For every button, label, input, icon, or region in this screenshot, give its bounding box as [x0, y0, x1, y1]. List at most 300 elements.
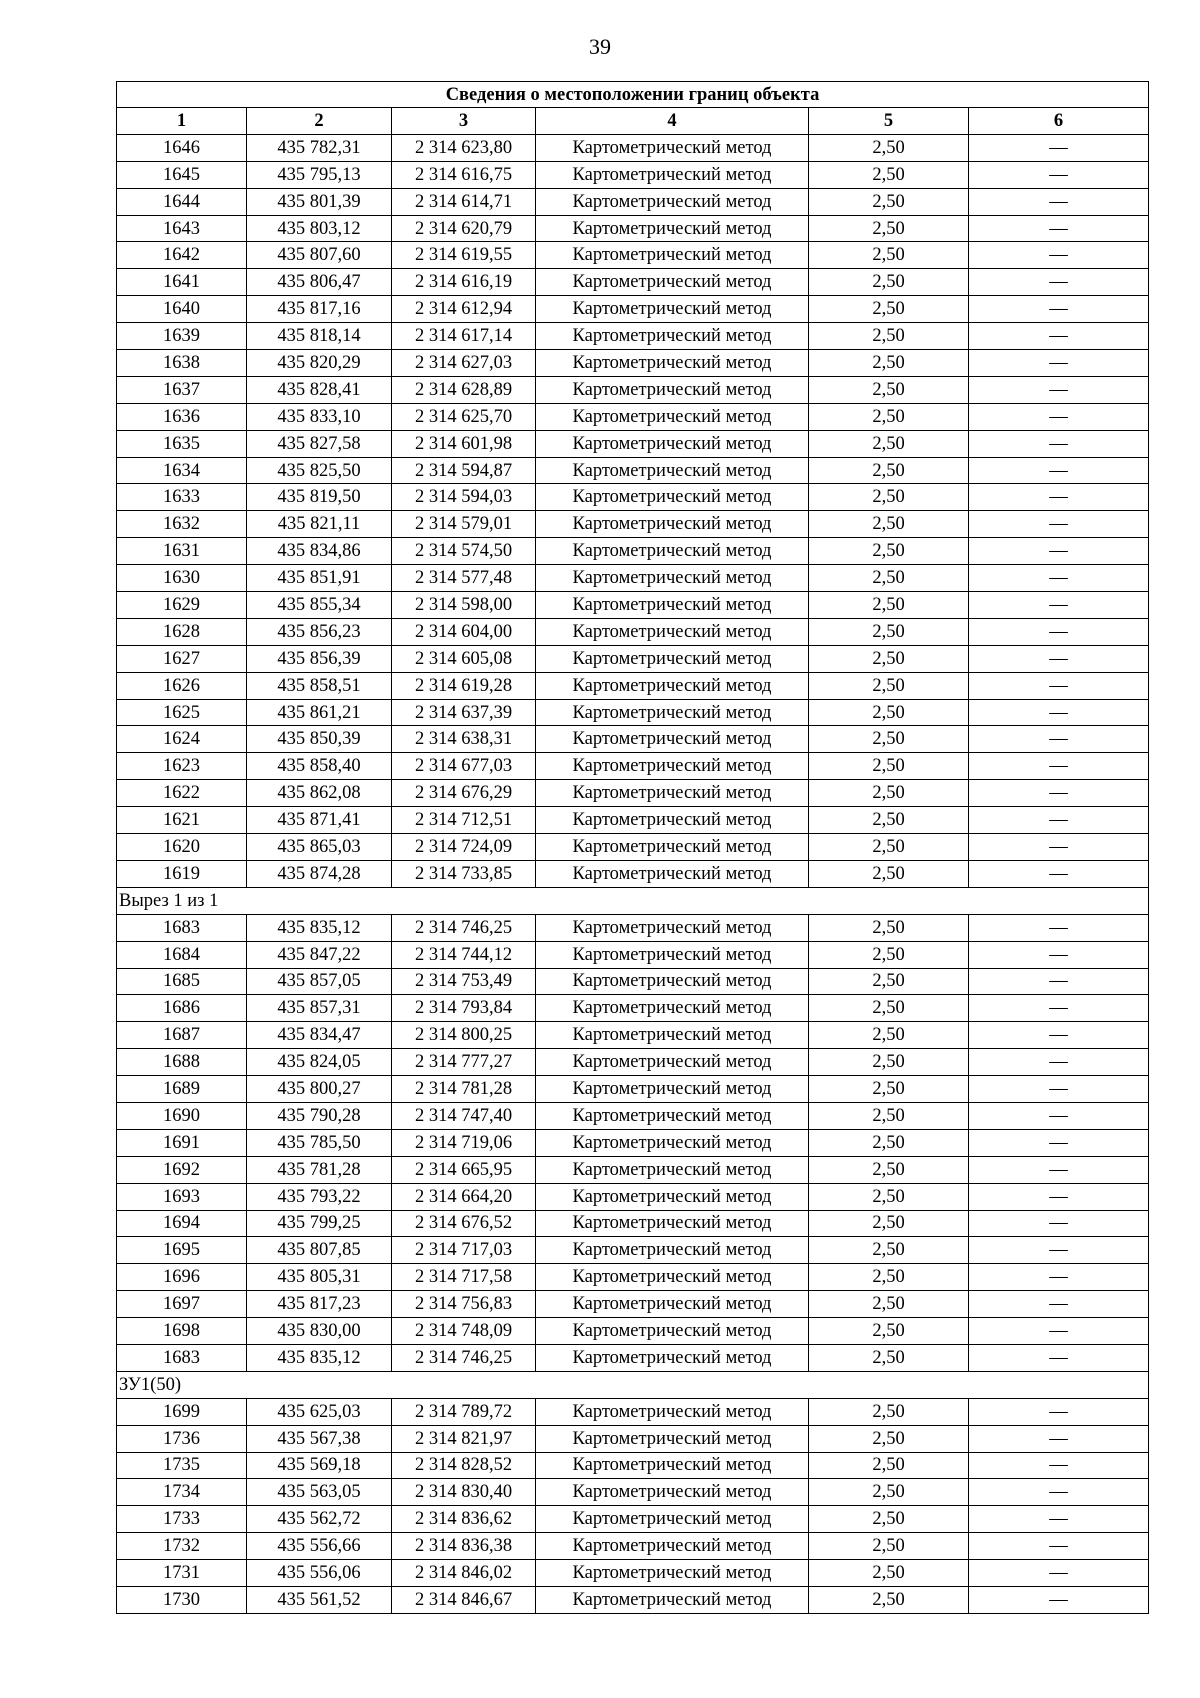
- table-row: [117, 457, 1149, 484]
- table-row: [117, 511, 1149, 538]
- point-number-cell: 1641: [117, 269, 247, 296]
- point-number-cell: 1642: [117, 242, 247, 269]
- column-header: 2: [247, 108, 392, 135]
- table-row: [117, 296, 1149, 323]
- accuracy-cell: 2,50: [809, 968, 969, 995]
- method-cell: Картометрический метод: [536, 242, 809, 269]
- x-coordinate-cell: 435 799,25: [247, 1210, 392, 1237]
- point-number-cell: 1687: [117, 1022, 247, 1049]
- description-cell: —: [969, 968, 1149, 995]
- x-coordinate-cell: 435 850,39: [247, 726, 392, 753]
- point-number-cell: 1646: [117, 134, 247, 161]
- y-coordinate-cell: 2 314 676,29: [392, 780, 536, 807]
- method-cell: Картометрический метод: [536, 860, 809, 887]
- y-coordinate-cell: 2 314 719,06: [392, 1129, 536, 1156]
- method-cell: Картометрический метод: [536, 484, 809, 511]
- table-row: [117, 645, 1149, 672]
- table-row: [117, 1156, 1149, 1183]
- point-number-cell: 1684: [117, 941, 247, 968]
- x-coordinate-cell: 435 806,47: [247, 269, 392, 296]
- description-cell: —: [969, 538, 1149, 565]
- method-cell: Картометрический метод: [536, 941, 809, 968]
- table-row: [117, 1586, 1149, 1613]
- point-number-cell: 1698: [117, 1318, 247, 1345]
- method-cell: Картометрический метод: [536, 1479, 809, 1506]
- description-cell: —: [969, 269, 1149, 296]
- page-number: 39: [589, 34, 611, 59]
- x-coordinate-cell: 435 805,31: [247, 1264, 392, 1291]
- x-coordinate-cell: 435 834,86: [247, 538, 392, 565]
- x-coordinate-cell: 435 625,03: [247, 1398, 392, 1425]
- point-number-cell: 1633: [117, 484, 247, 511]
- table-row: [117, 860, 1149, 887]
- accuracy-cell: 2,50: [809, 1291, 969, 1318]
- table-row: [117, 538, 1149, 565]
- point-number-cell: 1627: [117, 645, 247, 672]
- x-coordinate-cell: 435 833,10: [247, 403, 392, 430]
- method-cell: Картометрический метод: [536, 753, 809, 780]
- method-cell: Картометрический метод: [536, 1264, 809, 1291]
- point-number-cell: 1637: [117, 376, 247, 403]
- x-coordinate-cell: 435 807,85: [247, 1237, 392, 1264]
- x-coordinate-cell: 435 556,06: [247, 1560, 392, 1587]
- method-cell: Картометрический метод: [536, 834, 809, 861]
- description-cell: —: [969, 376, 1149, 403]
- accuracy-cell: 2,50: [809, 834, 969, 861]
- method-cell: Картометрический метод: [536, 1156, 809, 1183]
- x-coordinate-cell: 435 800,27: [247, 1076, 392, 1103]
- accuracy-cell: 2,50: [809, 1183, 969, 1210]
- point-number-cell: 1736: [117, 1425, 247, 1452]
- method-cell: Картометрический метод: [536, 1022, 809, 1049]
- point-number-cell: 1625: [117, 699, 247, 726]
- method-cell: Картометрический метод: [536, 1533, 809, 1560]
- accuracy-cell: 2,50: [809, 430, 969, 457]
- y-coordinate-cell: 2 314 594,03: [392, 484, 536, 511]
- description-cell: —: [969, 1425, 1149, 1452]
- accuracy-cell: 2,50: [809, 645, 969, 672]
- description-cell: —: [969, 1318, 1149, 1345]
- y-coordinate-cell: 2 314 616,75: [392, 161, 536, 188]
- table-row: [117, 134, 1149, 161]
- table-row: [117, 403, 1149, 430]
- x-coordinate-cell: 435 824,05: [247, 1049, 392, 1076]
- description-cell: —: [969, 941, 1149, 968]
- x-coordinate-cell: 435 782,31: [247, 134, 392, 161]
- accuracy-cell: 2,50: [809, 1344, 969, 1371]
- method-cell: Картометрический метод: [536, 1318, 809, 1345]
- description-cell: —: [969, 242, 1149, 269]
- point-number-cell: 1694: [117, 1210, 247, 1237]
- y-coordinate-cell: 2 314 676,52: [392, 1210, 536, 1237]
- point-number-cell: 1634: [117, 457, 247, 484]
- method-cell: Картометрический метод: [536, 968, 809, 995]
- description-cell: —: [969, 215, 1149, 242]
- y-coordinate-cell: 2 314 665,95: [392, 1156, 536, 1183]
- description-cell: —: [969, 1049, 1149, 1076]
- x-coordinate-cell: 435 819,50: [247, 484, 392, 511]
- point-number-cell: 1638: [117, 350, 247, 377]
- method-cell: Картометрический метод: [536, 1452, 809, 1479]
- description-cell: —: [969, 672, 1149, 699]
- table-row: [117, 1291, 1149, 1318]
- description-cell: —: [969, 1398, 1149, 1425]
- point-number-cell: 1619: [117, 860, 247, 887]
- accuracy-cell: 2,50: [809, 565, 969, 592]
- point-number-cell: 1688: [117, 1049, 247, 1076]
- accuracy-cell: 2,50: [809, 1560, 969, 1587]
- table-row: [117, 484, 1149, 511]
- accuracy-cell: 2,50: [809, 1129, 969, 1156]
- description-cell: —: [969, 457, 1149, 484]
- point-number-cell: 1628: [117, 618, 247, 645]
- description-cell: —: [969, 726, 1149, 753]
- point-number-cell: 1643: [117, 215, 247, 242]
- table-title: Сведения о местоположении границ объекта: [117, 82, 1149, 108]
- accuracy-cell: 2,50: [809, 1425, 969, 1452]
- method-cell: Картометрический метод: [536, 1237, 809, 1264]
- y-coordinate-cell: 2 314 717,58: [392, 1264, 536, 1291]
- accuracy-cell: 2,50: [809, 242, 969, 269]
- x-coordinate-cell: 435 567,38: [247, 1425, 392, 1452]
- point-number-cell: 1621: [117, 807, 247, 834]
- description-cell: —: [969, 430, 1149, 457]
- point-number-cell: 1735: [117, 1452, 247, 1479]
- x-coordinate-cell: 435 790,28: [247, 1102, 392, 1129]
- point-number-cell: 1730: [117, 1586, 247, 1613]
- y-coordinate-cell: 2 314 746,25: [392, 1344, 536, 1371]
- description-cell: —: [969, 860, 1149, 887]
- method-cell: Картометрический метод: [536, 1425, 809, 1452]
- table-row: [117, 188, 1149, 215]
- y-coordinate-cell: 2 314 744,12: [392, 941, 536, 968]
- y-coordinate-cell: 2 314 619,28: [392, 672, 536, 699]
- description-cell: —: [969, 1533, 1149, 1560]
- x-coordinate-cell: 435 871,41: [247, 807, 392, 834]
- accuracy-cell: 2,50: [809, 323, 969, 350]
- table-row: [117, 1210, 1149, 1237]
- y-coordinate-cell: 2 314 747,40: [392, 1102, 536, 1129]
- description-cell: —: [969, 1210, 1149, 1237]
- point-number-cell: 1686: [117, 995, 247, 1022]
- y-coordinate-cell: 2 314 623,80: [392, 134, 536, 161]
- method-cell: Картометрический метод: [536, 269, 809, 296]
- y-coordinate-cell: 2 314 619,55: [392, 242, 536, 269]
- accuracy-cell: 2,50: [809, 672, 969, 699]
- accuracy-cell: 2,50: [809, 1237, 969, 1264]
- accuracy-cell: 2,50: [809, 807, 969, 834]
- point-number-cell: 1630: [117, 565, 247, 592]
- description-cell: —: [969, 780, 1149, 807]
- section-label: Вырез 1 из 1: [117, 887, 1149, 914]
- point-number-cell: 1696: [117, 1264, 247, 1291]
- accuracy-cell: 2,50: [809, 188, 969, 215]
- method-cell: Картометрический метод: [536, 995, 809, 1022]
- y-coordinate-cell: 2 314 637,39: [392, 699, 536, 726]
- y-coordinate-cell: 2 314 579,01: [392, 511, 536, 538]
- description-cell: —: [969, 296, 1149, 323]
- description-cell: —: [969, 1560, 1149, 1587]
- y-coordinate-cell: 2 314 614,71: [392, 188, 536, 215]
- table-row: [117, 242, 1149, 269]
- y-coordinate-cell: 2 314 793,84: [392, 995, 536, 1022]
- table-row: [117, 376, 1149, 403]
- x-coordinate-cell: 435 827,58: [247, 430, 392, 457]
- table-row: [117, 1452, 1149, 1479]
- description-cell: —: [969, 1344, 1149, 1371]
- point-number-cell: 1622: [117, 780, 247, 807]
- table-row: [117, 323, 1149, 350]
- accuracy-cell: 2,50: [809, 1076, 969, 1103]
- table-row: [117, 1425, 1149, 1452]
- y-coordinate-cell: 2 314 601,98: [392, 430, 536, 457]
- table-row: [117, 1506, 1149, 1533]
- accuracy-cell: 2,50: [809, 726, 969, 753]
- y-coordinate-cell: 2 314 712,51: [392, 807, 536, 834]
- accuracy-cell: 2,50: [809, 914, 969, 941]
- method-cell: Картометрический метод: [536, 699, 809, 726]
- table-row: [117, 215, 1149, 242]
- y-coordinate-cell: 2 314 620,79: [392, 215, 536, 242]
- table-row: [117, 1398, 1149, 1425]
- point-number-cell: 1645: [117, 161, 247, 188]
- accuracy-cell: 2,50: [809, 215, 969, 242]
- description-cell: —: [969, 565, 1149, 592]
- method-cell: Картометрический метод: [536, 376, 809, 403]
- accuracy-cell: 2,50: [809, 350, 969, 377]
- x-coordinate-cell: 435 830,00: [247, 1318, 392, 1345]
- x-coordinate-cell: 435 569,18: [247, 1452, 392, 1479]
- x-coordinate-cell: 435 817,16: [247, 296, 392, 323]
- table-row: [117, 1264, 1149, 1291]
- y-coordinate-cell: 2 314 846,02: [392, 1560, 536, 1587]
- section-label: ЗУ1(50): [117, 1371, 1149, 1398]
- method-cell: Картометрический метод: [536, 565, 809, 592]
- accuracy-cell: 2,50: [809, 592, 969, 619]
- y-coordinate-cell: 2 314 846,67: [392, 1586, 536, 1613]
- description-cell: —: [969, 403, 1149, 430]
- accuracy-cell: 2,50: [809, 457, 969, 484]
- accuracy-cell: 2,50: [809, 699, 969, 726]
- point-number-cell: 1685: [117, 968, 247, 995]
- point-number-cell: 1632: [117, 511, 247, 538]
- point-number-cell: 1629: [117, 592, 247, 619]
- table-row: [117, 592, 1149, 619]
- x-coordinate-cell: 435 817,23: [247, 1291, 392, 1318]
- y-coordinate-cell: 2 314 789,72: [392, 1398, 536, 1425]
- accuracy-cell: 2,50: [809, 511, 969, 538]
- x-coordinate-cell: 435 828,41: [247, 376, 392, 403]
- description-cell: —: [969, 134, 1149, 161]
- table-row: [117, 807, 1149, 834]
- y-coordinate-cell: 2 314 627,03: [392, 350, 536, 377]
- accuracy-cell: 2,50: [809, 860, 969, 887]
- description-cell: —: [969, 834, 1149, 861]
- y-coordinate-cell: 2 314 574,50: [392, 538, 536, 565]
- method-cell: Картометрический метод: [536, 350, 809, 377]
- accuracy-cell: 2,50: [809, 1102, 969, 1129]
- accuracy-cell: 2,50: [809, 1452, 969, 1479]
- accuracy-cell: 2,50: [809, 296, 969, 323]
- y-coordinate-cell: 2 314 577,48: [392, 565, 536, 592]
- method-cell: Картометрический метод: [536, 538, 809, 565]
- point-number-cell: 1699: [117, 1398, 247, 1425]
- description-cell: —: [969, 188, 1149, 215]
- x-coordinate-cell: 435 793,22: [247, 1183, 392, 1210]
- x-coordinate-cell: 435 803,12: [247, 215, 392, 242]
- accuracy-cell: 2,50: [809, 1533, 969, 1560]
- table-row: [117, 834, 1149, 861]
- method-cell: Картометрический метод: [536, 161, 809, 188]
- y-coordinate-cell: 2 314 748,09: [392, 1318, 536, 1345]
- column-header: 3: [392, 108, 536, 135]
- method-cell: Картометрический метод: [536, 672, 809, 699]
- table-row: [117, 1560, 1149, 1587]
- table-row: [117, 699, 1149, 726]
- point-number-cell: 1695: [117, 1237, 247, 1264]
- y-coordinate-cell: 2 314 777,27: [392, 1049, 536, 1076]
- x-coordinate-cell: 435 858,51: [247, 672, 392, 699]
- table-row: [117, 1129, 1149, 1156]
- y-coordinate-cell: 2 314 724,09: [392, 834, 536, 861]
- accuracy-cell: 2,50: [809, 1049, 969, 1076]
- description-cell: —: [969, 1076, 1149, 1103]
- table-row: [117, 1533, 1149, 1560]
- x-coordinate-cell: 435 851,91: [247, 565, 392, 592]
- accuracy-cell: 2,50: [809, 1479, 969, 1506]
- description-cell: —: [969, 914, 1149, 941]
- x-coordinate-cell: 435 556,66: [247, 1533, 392, 1560]
- table-row: [117, 1183, 1149, 1210]
- x-coordinate-cell: 435 847,22: [247, 941, 392, 968]
- table-row: [117, 726, 1149, 753]
- description-cell: —: [969, 1022, 1149, 1049]
- table-row: [117, 914, 1149, 941]
- x-coordinate-cell: 435 862,08: [247, 780, 392, 807]
- description-cell: —: [969, 1183, 1149, 1210]
- y-coordinate-cell: 2 314 828,52: [392, 1452, 536, 1479]
- method-cell: Картометрический метод: [536, 1344, 809, 1371]
- table-title-row: [117, 82, 1149, 108]
- method-cell: Картометрический метод: [536, 914, 809, 941]
- accuracy-cell: 2,50: [809, 1318, 969, 1345]
- x-coordinate-cell: 435 795,13: [247, 161, 392, 188]
- y-coordinate-cell: 2 314 616,19: [392, 269, 536, 296]
- y-coordinate-cell: 2 314 594,87: [392, 457, 536, 484]
- point-number-cell: 1734: [117, 1479, 247, 1506]
- accuracy-cell: 2,50: [809, 1210, 969, 1237]
- method-cell: Картометрический метод: [536, 1183, 809, 1210]
- x-coordinate-cell: 435 865,03: [247, 834, 392, 861]
- table-row: [117, 161, 1149, 188]
- accuracy-cell: 2,50: [809, 780, 969, 807]
- table-row: [117, 1022, 1149, 1049]
- method-cell: Картометрический метод: [536, 645, 809, 672]
- x-coordinate-cell: 435 801,39: [247, 188, 392, 215]
- section-row: [117, 887, 1149, 914]
- method-cell: Картометрический метод: [536, 134, 809, 161]
- x-coordinate-cell: 435 855,34: [247, 592, 392, 619]
- y-coordinate-cell: 2 314 753,49: [392, 968, 536, 995]
- description-cell: —: [969, 618, 1149, 645]
- y-coordinate-cell: 2 314 746,25: [392, 914, 536, 941]
- y-coordinate-cell: 2 314 625,70: [392, 403, 536, 430]
- x-coordinate-cell: 435 856,39: [247, 645, 392, 672]
- y-coordinate-cell: 2 314 821,97: [392, 1425, 536, 1452]
- accuracy-cell: 2,50: [809, 941, 969, 968]
- column-header: 5: [809, 108, 969, 135]
- x-coordinate-cell: 435 856,23: [247, 618, 392, 645]
- y-coordinate-cell: 2 314 756,83: [392, 1291, 536, 1318]
- table-row: [117, 1049, 1149, 1076]
- x-coordinate-cell: 435 807,60: [247, 242, 392, 269]
- method-cell: Картометрический метод: [536, 403, 809, 430]
- point-number-cell: 1732: [117, 1533, 247, 1560]
- accuracy-cell: 2,50: [809, 753, 969, 780]
- table-row: [117, 941, 1149, 968]
- method-cell: Картометрический метод: [536, 726, 809, 753]
- accuracy-cell: 2,50: [809, 403, 969, 430]
- x-coordinate-cell: 435 858,40: [247, 753, 392, 780]
- accuracy-cell: 2,50: [809, 269, 969, 296]
- point-number-cell: 1640: [117, 296, 247, 323]
- method-cell: Картометрический метод: [536, 1102, 809, 1129]
- accuracy-cell: 2,50: [809, 484, 969, 511]
- column-header: 1: [117, 108, 247, 135]
- method-cell: Картометрический метод: [536, 511, 809, 538]
- description-cell: —: [969, 1452, 1149, 1479]
- method-cell: Картометрический метод: [536, 1129, 809, 1156]
- y-coordinate-cell: 2 314 800,25: [392, 1022, 536, 1049]
- table-row: [117, 1479, 1149, 1506]
- table-row: [117, 618, 1149, 645]
- section-row: [117, 1371, 1149, 1398]
- method-cell: Картометрический метод: [536, 323, 809, 350]
- table-row: [117, 350, 1149, 377]
- accuracy-cell: 2,50: [809, 1398, 969, 1425]
- point-number-cell: 1691: [117, 1129, 247, 1156]
- method-cell: Картометрический метод: [536, 1210, 809, 1237]
- table-row: [117, 1076, 1149, 1103]
- y-coordinate-cell: 2 314 605,08: [392, 645, 536, 672]
- table-row: [117, 753, 1149, 780]
- point-number-cell: 1624: [117, 726, 247, 753]
- description-cell: —: [969, 995, 1149, 1022]
- accuracy-cell: 2,50: [809, 1156, 969, 1183]
- method-cell: Картометрический метод: [536, 215, 809, 242]
- accuracy-cell: 2,50: [809, 618, 969, 645]
- description-cell: —: [969, 1479, 1149, 1506]
- method-cell: Картометрический метод: [536, 430, 809, 457]
- method-cell: Картометрический метод: [536, 1586, 809, 1613]
- method-cell: Картометрический метод: [536, 1291, 809, 1318]
- x-coordinate-cell: 435 785,50: [247, 1129, 392, 1156]
- description-cell: —: [969, 161, 1149, 188]
- y-coordinate-cell: 2 314 612,94: [392, 296, 536, 323]
- description-cell: —: [969, 1156, 1149, 1183]
- y-coordinate-cell: 2 314 604,00: [392, 618, 536, 645]
- point-number-cell: 1644: [117, 188, 247, 215]
- point-number-cell: 1731: [117, 1560, 247, 1587]
- x-coordinate-cell: 435 857,31: [247, 995, 392, 1022]
- y-coordinate-cell: 2 314 781,28: [392, 1076, 536, 1103]
- point-number-cell: 1733: [117, 1506, 247, 1533]
- boundary-coordinates-table: [116, 81, 1149, 1614]
- x-coordinate-cell: 435 563,05: [247, 1479, 392, 1506]
- method-cell: Картометрический метод: [536, 457, 809, 484]
- x-coordinate-cell: 435 825,50: [247, 457, 392, 484]
- table-row: [117, 1237, 1149, 1264]
